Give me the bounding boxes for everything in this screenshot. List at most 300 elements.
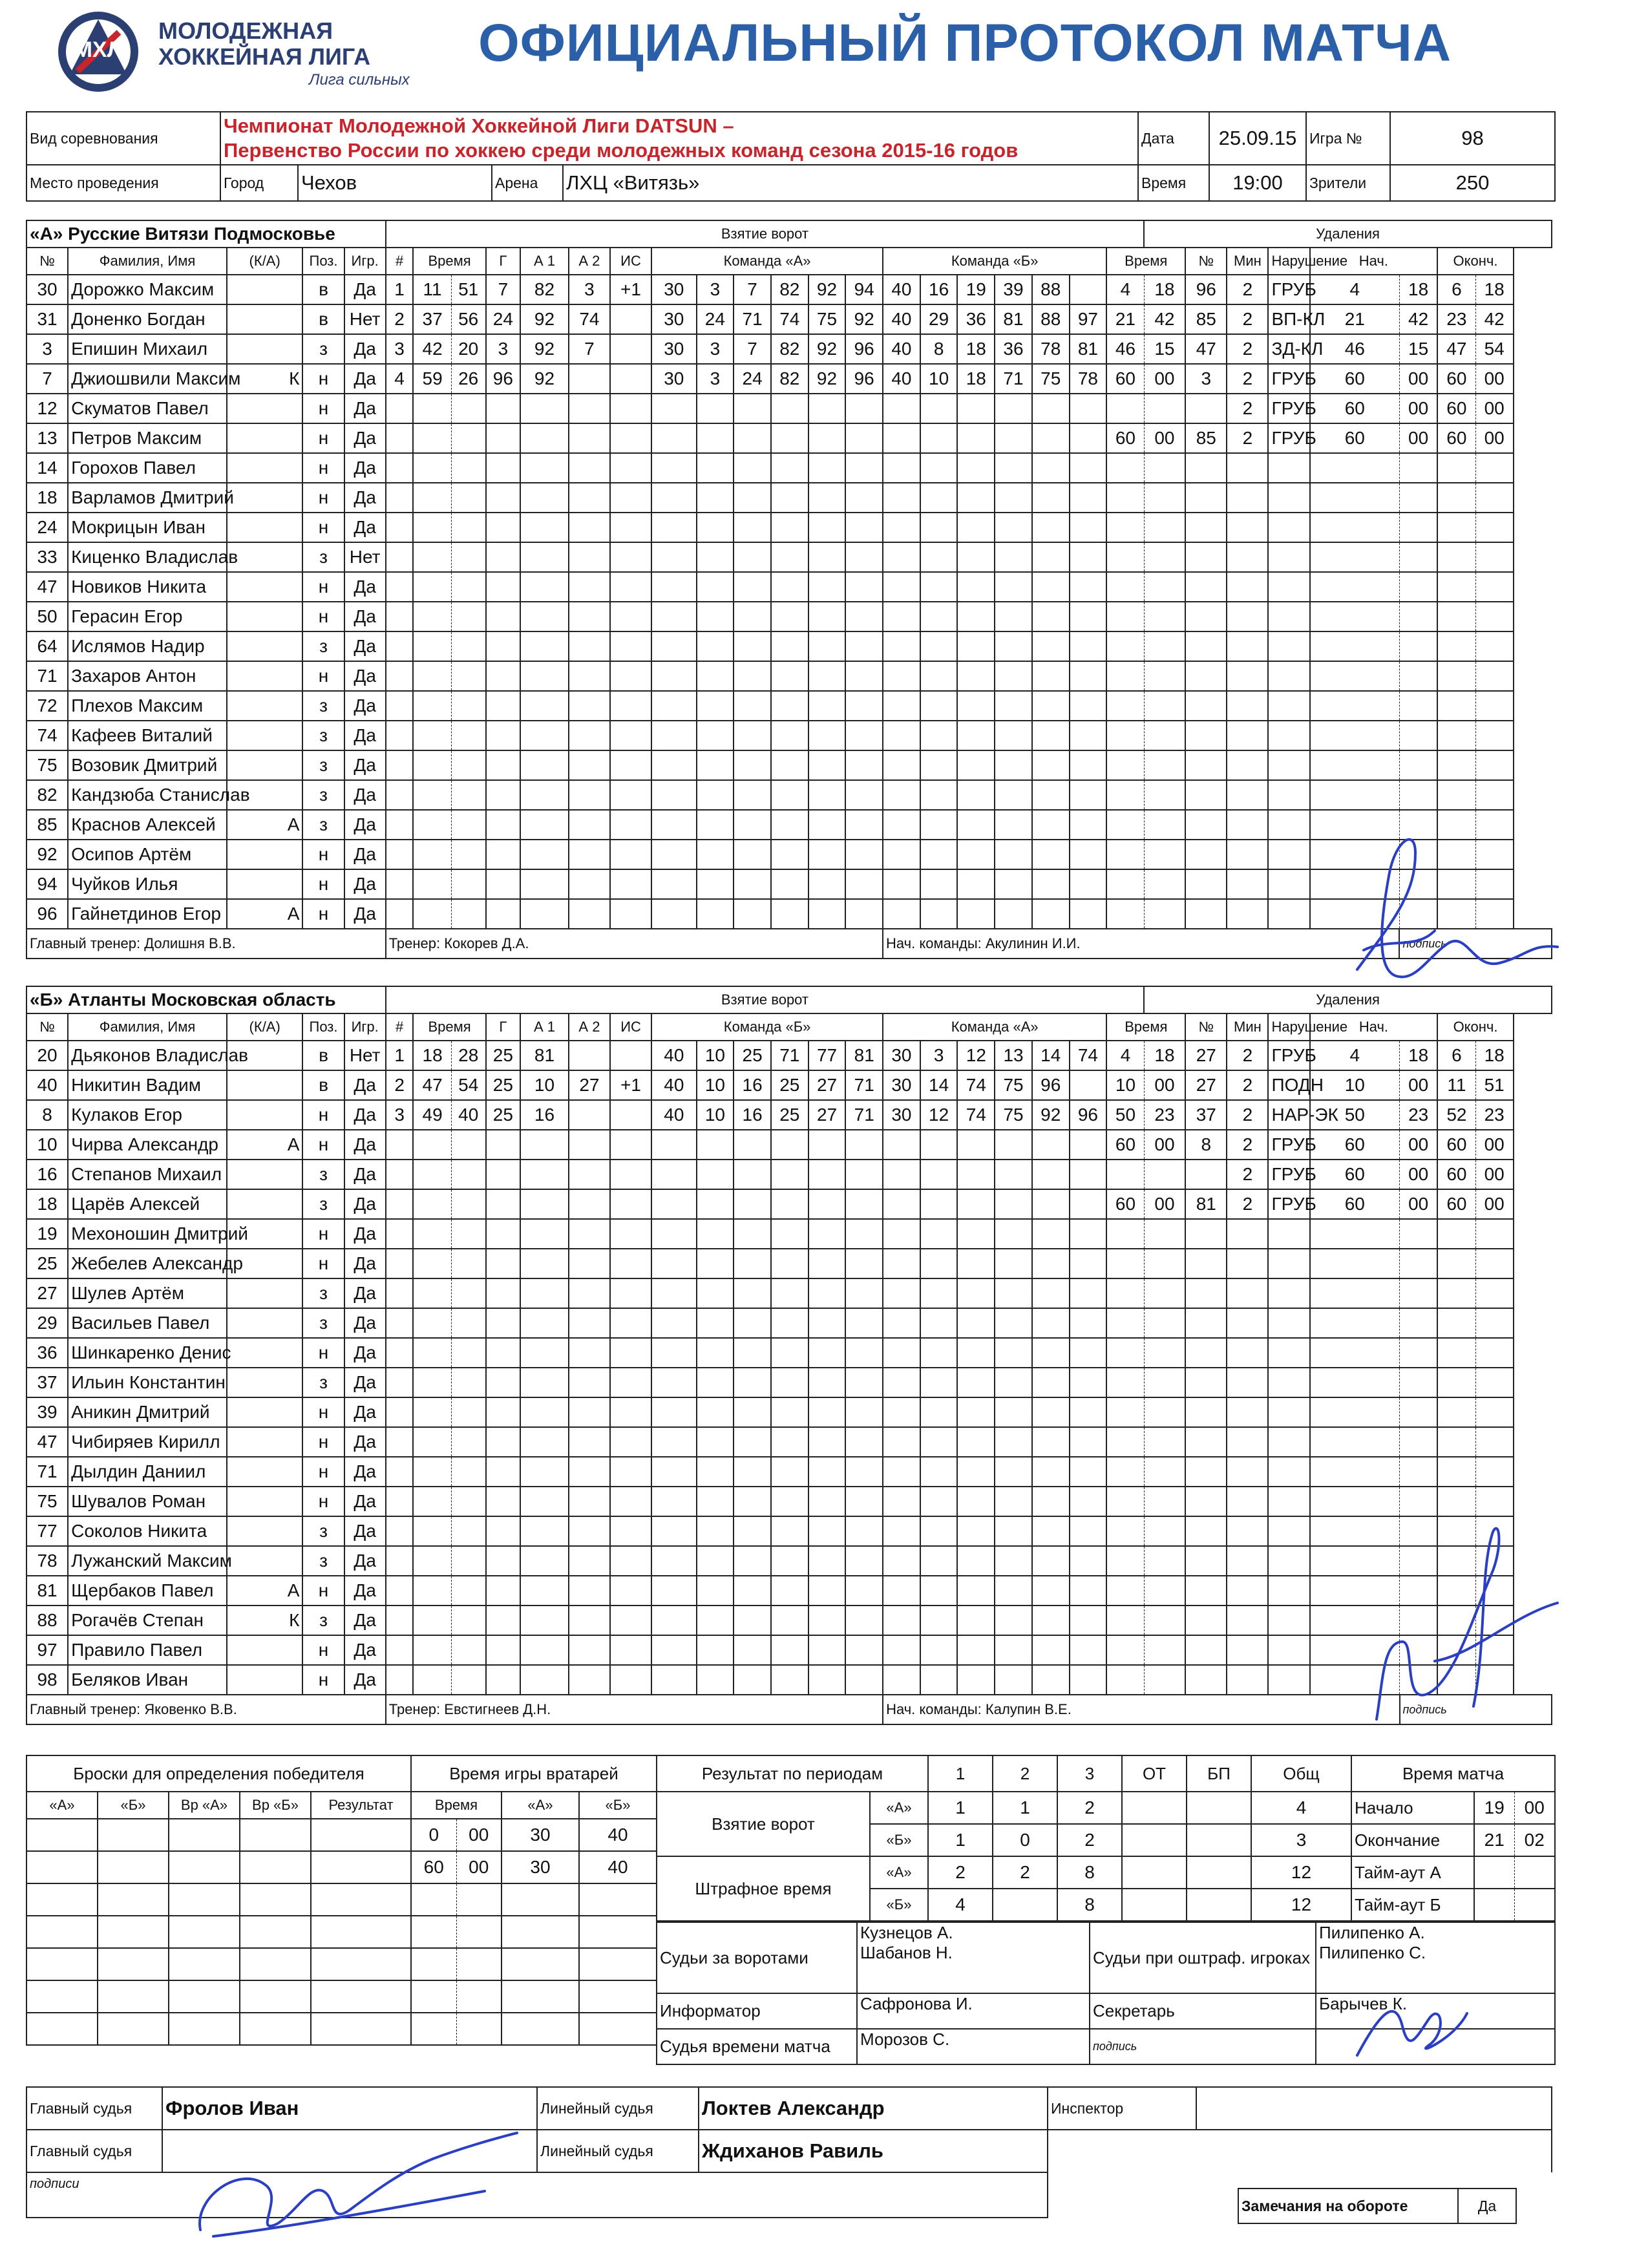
goal-opp-onice [920, 869, 958, 899]
col-header: Фамилия, Имя [68, 1013, 227, 1041]
goal-own-onice [651, 1397, 696, 1427]
goal-opp-onice [1070, 1606, 1107, 1635]
team_b-table [26, 986, 1552, 1725]
goal-own-onice [651, 1249, 696, 1278]
goal-opp-onice [1070, 1457, 1107, 1487]
pen-start-min: 60 [1310, 1189, 1400, 1219]
col-header-ptime: Время [1106, 1013, 1185, 1041]
goal-opp-onice [1032, 661, 1070, 691]
goal-scorer: 7 [486, 275, 520, 304]
goal-own-onice: 30 [651, 304, 696, 334]
player-name: Жебелев Александр [68, 1249, 227, 1278]
pen-minute [1106, 750, 1144, 780]
player-role [227, 602, 303, 631]
goal-number [386, 1546, 414, 1576]
pen-start-min [1310, 1308, 1400, 1338]
goal-own-onice [651, 513, 696, 542]
goal-own-onice: 92 [808, 275, 846, 304]
game-number: 98 [1390, 112, 1555, 165]
goal-own-onice [651, 453, 696, 483]
goal-assist2 [569, 780, 610, 810]
gk-min: 0 [411, 1819, 456, 1851]
goal-scorer [486, 1368, 520, 1397]
col-header-gtime: Время [413, 248, 485, 275]
player-row [26, 1160, 1552, 1189]
shootout-cell [26, 1948, 98, 1980]
goal-assist2 [569, 1397, 610, 1427]
goal-minute [413, 1457, 451, 1487]
player-number: 47 [26, 1427, 68, 1457]
match-time-table [1351, 1755, 1556, 1922]
pen-start-sec [1399, 691, 1437, 721]
col-header-gnum: # [386, 1013, 414, 1041]
goal-own-onice [771, 691, 808, 721]
goal-own-onice [845, 1546, 883, 1576]
linesman1-label: Линейный судья [537, 2087, 699, 2130]
team-title: «А» Русские Витязи Подмосковье [26, 220, 386, 248]
gk-row [411, 1819, 657, 1851]
city-value: Чехов [298, 165, 492, 201]
goal-opp-onice [883, 453, 920, 483]
pen-second [1144, 1576, 1185, 1606]
player-position: з [302, 750, 344, 780]
judge-label: подпись [1090, 2029, 1316, 2064]
pen-minutes [1227, 780, 1268, 810]
player-position: н [302, 869, 344, 899]
goal-own-onice [734, 1427, 771, 1457]
pen-minute [1106, 1427, 1144, 1457]
goal-second [451, 572, 485, 602]
pen-start-sec [1399, 602, 1437, 631]
pen-end-min [1437, 1308, 1475, 1338]
pen-minutes [1227, 1576, 1268, 1606]
goal-own-onice [697, 840, 734, 869]
judge-value: Сафронова И. [857, 1993, 1090, 2029]
player-row [26, 1665, 1552, 1695]
goal-opp-onice [920, 1189, 958, 1219]
pen-player [1185, 750, 1227, 780]
goal-own-onice [845, 899, 883, 929]
player-row [26, 780, 1552, 810]
pen-start-min [1310, 1249, 1400, 1278]
goal-opp-onice [1070, 661, 1107, 691]
player-number: 50 [26, 602, 68, 631]
goal-opp-onice [920, 1397, 958, 1427]
player-name: Кулаков Егор [68, 1100, 227, 1130]
logo-line2: ХОККЕЙНАЯ ЛИГА [158, 43, 371, 70]
goal-minute [413, 483, 451, 513]
goal-number [386, 1130, 414, 1160]
gk-header-row [411, 1792, 657, 1819]
pen-end-sec: 42 [1475, 304, 1514, 334]
pen-start-min [1310, 780, 1400, 810]
gk-sec [456, 1948, 502, 1980]
player-row [26, 1368, 1552, 1397]
goal-own-onice [771, 840, 808, 869]
goals-title: Взятие ворот [386, 986, 1144, 1013]
shootout-cell [26, 1980, 98, 2013]
goal-opp-onice [1032, 453, 1070, 483]
player-number: 85 [26, 810, 68, 840]
period-value [993, 1889, 1057, 1921]
goal-scorer: 25 [486, 1041, 520, 1070]
goal-own-onice: 16 [734, 1100, 771, 1130]
goal-opp-onice: 30 [883, 1100, 920, 1130]
sign-label: подпись [1400, 1695, 1552, 1724]
player-number: 75 [26, 1487, 68, 1516]
goal-situation [610, 899, 651, 929]
remarks-value: Да [1458, 2189, 1516, 2223]
goal-own-onice [845, 631, 883, 661]
goal-assist1 [520, 1606, 569, 1635]
ref1-value: Фролов Иван [162, 2087, 537, 2130]
goal-opp-onice [995, 483, 1032, 513]
goal-own-onice [697, 631, 734, 661]
pen-second: 00 [1144, 1130, 1185, 1160]
player-name: Горохов Павел [68, 453, 227, 483]
goal-own-onice [845, 1368, 883, 1397]
goal-opp-onice [995, 780, 1032, 810]
pen-second [1144, 1516, 1185, 1546]
goal-own-onice [734, 1249, 771, 1278]
goal-opp-onice [957, 750, 995, 780]
pen-start-min: 60 [1310, 423, 1400, 453]
pen-violation: ГРУБ [1268, 394, 1309, 423]
goal-number [386, 1189, 414, 1219]
player-name: Васильев Павел [68, 1308, 227, 1338]
pen-second [1144, 1160, 1185, 1189]
pen-start-min: 4 [1310, 1041, 1400, 1070]
goal-scorer [486, 1219, 520, 1249]
pen-end-min [1437, 453, 1475, 483]
goal-own-onice [734, 1457, 771, 1487]
goal-assist2: 7 [569, 334, 610, 364]
pen-violation [1268, 1457, 1309, 1487]
pen-start-sec: 42 [1399, 304, 1437, 334]
pen-player [1185, 542, 1227, 572]
goal-assist2: 3 [569, 275, 610, 304]
goal-opp-onice [1070, 275, 1107, 304]
goal-opp-onice: 96 [1070, 1100, 1107, 1130]
goal-own-onice [771, 572, 808, 602]
player-row [26, 453, 1552, 483]
goal-number [386, 1516, 414, 1546]
col-header: Мин [1227, 248, 1268, 275]
goal-minute: 18 [413, 1041, 451, 1070]
player-played: Да [344, 1516, 386, 1546]
goal-opp-onice: 36 [995, 334, 1032, 364]
player-played: Да [344, 1546, 386, 1576]
goal-own-onice [808, 1487, 846, 1516]
goal-own-onice [808, 1397, 846, 1427]
goal-assist2 [569, 572, 610, 602]
shootout-title: Броски для определения победителя [26, 1755, 411, 1792]
player-position: з [302, 1546, 344, 1576]
pen-player [1185, 869, 1227, 899]
goal-opp-onice [957, 572, 995, 602]
goal-own-onice [734, 1606, 771, 1635]
pen-start-sec [1399, 780, 1437, 810]
match-info-table [26, 111, 1556, 202]
goal-assist1 [520, 483, 569, 513]
goal-own-onice [808, 780, 846, 810]
goal-own-onice [808, 1338, 846, 1368]
goal-own-onice [808, 1130, 846, 1160]
goal-opp-onice [957, 453, 995, 483]
pen-start-min: 60 [1310, 1160, 1400, 1189]
goal-opp-onice [1070, 572, 1107, 602]
goal-situation [610, 513, 651, 542]
gk-min: 60 [411, 1851, 456, 1883]
goal-second [451, 1338, 485, 1368]
pen-minute: 21 [1106, 304, 1144, 334]
pen-second [1144, 1635, 1185, 1665]
player-played: Да [344, 1100, 386, 1130]
date-label: Дата [1138, 112, 1209, 165]
player-row [26, 513, 1552, 542]
pen-player [1185, 1160, 1227, 1189]
goal-number: 2 [386, 304, 414, 334]
player-number: 39 [26, 1397, 68, 1427]
player-row [26, 602, 1552, 631]
goal-scorer [486, 1130, 520, 1160]
pen-second [1144, 899, 1185, 929]
player-role [227, 691, 303, 721]
period-value: 8 [1057, 1856, 1122, 1889]
goal-opp-onice [920, 899, 958, 929]
goal-second [451, 869, 485, 899]
goal-minute [413, 602, 451, 631]
period-value: 12 [1251, 1889, 1351, 1921]
goal-scorer [486, 840, 520, 869]
goal-assist2 [569, 1160, 610, 1189]
player-number: 19 [26, 1219, 68, 1249]
pen-minutes [1227, 1397, 1268, 1427]
goal-own-onice [697, 1665, 734, 1695]
goal-situation [610, 661, 651, 691]
goal-assist1 [520, 1516, 569, 1546]
goal-opp-onice [920, 1130, 958, 1160]
goal-opp-onice [1032, 631, 1070, 661]
goal-opp-onice [920, 1576, 958, 1606]
shootout-header-row [26, 1792, 411, 1819]
goal-assist2 [569, 394, 610, 423]
pen-violation [1268, 1546, 1309, 1576]
pen-violation [1268, 1665, 1309, 1695]
pen-minute [1106, 1219, 1144, 1249]
goal-opp-onice [920, 542, 958, 572]
goal-number [386, 1635, 414, 1665]
goal-situation [610, 1487, 651, 1516]
goal-second [451, 1635, 485, 1665]
pen-end-sec: 00 [1475, 364, 1514, 394]
shootout-cell [98, 1883, 169, 1916]
shootout-cell [98, 1819, 169, 1851]
goal-minute [413, 1397, 451, 1427]
goal-own-onice: 82 [771, 334, 808, 364]
goal-minute [413, 780, 451, 810]
player-name: Правило Павел [68, 1635, 227, 1665]
goal-own-onice [697, 691, 734, 721]
goal-own-onice [771, 899, 808, 929]
pen-end-min: 60 [1437, 394, 1475, 423]
goal-own-onice [808, 1576, 846, 1606]
remarks-label: Замечания на обороте [1238, 2189, 1458, 2223]
goal-opp-onice [957, 1219, 995, 1249]
goal-opp-onice [957, 1308, 995, 1338]
goal-opp-onice [995, 1219, 1032, 1249]
pen-violation: ГРУБ [1268, 1130, 1309, 1160]
goal-situation [610, 1576, 651, 1606]
player-position: н [302, 1457, 344, 1487]
goal-scorer [486, 810, 520, 840]
pen-violation: ВП-КЛ [1268, 304, 1309, 334]
goal-opp-onice: 30 [883, 1041, 920, 1070]
goal-situation [610, 1338, 651, 1368]
player-played: Да [344, 1249, 386, 1278]
pen-minute [1106, 483, 1144, 513]
goal-opp-onice [1032, 1397, 1070, 1427]
goal-assist2 [569, 1219, 610, 1249]
goal-opp-onice [883, 869, 920, 899]
head-coach: Главный тренер: Долишня В.В. [26, 929, 386, 959]
pen-start-min [1310, 750, 1400, 780]
pen-end-min [1437, 1368, 1475, 1397]
goal-own-onice [697, 780, 734, 810]
goal-own-onice [808, 661, 846, 691]
goal-own-onice [808, 1665, 846, 1695]
goal-second [451, 453, 485, 483]
goal-assist1 [520, 721, 569, 750]
goal-number [386, 423, 414, 453]
pen-minute [1106, 1308, 1144, 1338]
goal-own-onice: 40 [651, 1041, 696, 1070]
player-number: 12 [26, 394, 68, 423]
goal-opp-onice [883, 1516, 920, 1546]
player-role [227, 453, 303, 483]
goal-own-onice [771, 1130, 808, 1160]
goal-own-onice: 96 [845, 334, 883, 364]
pen-violation: ГРУБ [1268, 1160, 1309, 1189]
goal-opp-onice: 78 [1032, 334, 1070, 364]
shootout-cell [98, 1851, 169, 1883]
goal-number: 4 [386, 364, 414, 394]
pen-start-sec [1399, 661, 1437, 691]
goal-situation [610, 1249, 651, 1278]
goal-opp-onice [1070, 394, 1107, 423]
shootout-cell [169, 2013, 240, 2045]
shootout-cell [311, 1916, 411, 1948]
goal-own-onice: 10 [697, 1041, 734, 1070]
pen-end-sec [1475, 1278, 1514, 1308]
goal-own-onice [651, 899, 696, 929]
goal-assist1 [520, 542, 569, 572]
goal-own-onice: 10 [697, 1100, 734, 1130]
pen-player [1185, 1487, 1227, 1516]
goal-opp-onice [1032, 1160, 1070, 1189]
player-role [227, 1278, 303, 1308]
player-name: Осипов Артём [68, 840, 227, 869]
goal-assist2 [569, 899, 610, 929]
goal-opp-onice [995, 1338, 1032, 1368]
goal-own-onice [845, 1576, 883, 1606]
pen-second [1144, 513, 1185, 542]
player-name: Мокрицын Иван [68, 513, 227, 542]
player-number: 81 [26, 1576, 68, 1606]
goal-minute [413, 721, 451, 750]
goal-opp-onice [957, 542, 995, 572]
goal-scorer [486, 1665, 520, 1695]
goal-opp-onice [995, 1546, 1032, 1576]
goal-situation [610, 304, 651, 334]
player-row [26, 304, 1552, 334]
goal-assist1 [520, 780, 569, 810]
pen-minutes [1227, 1338, 1268, 1368]
period-team-tag: «А» [870, 1856, 928, 1889]
col-header-pend: Оконч. [1437, 248, 1514, 275]
goal-own-onice [845, 691, 883, 721]
goal-opp-onice [920, 1516, 958, 1546]
col-header: Фамилия, Имя [68, 248, 227, 275]
player-row [26, 1516, 1552, 1546]
goal-opp-onice [995, 1278, 1032, 1308]
goal-opp-onice [1032, 1457, 1070, 1487]
shootout-cell [240, 1883, 311, 1916]
pen-player [1185, 1546, 1227, 1576]
goal-own-onice [734, 542, 771, 572]
player-role [227, 1665, 303, 1695]
pen-violation: ГРУБ [1268, 364, 1309, 394]
goal-own-onice: 40 [651, 1070, 696, 1100]
pen-player [1185, 1338, 1227, 1368]
goal-number: 3 [386, 334, 414, 364]
pen-second [1144, 1308, 1185, 1338]
goal-situation [610, 334, 651, 364]
pen-end-min: 6 [1437, 275, 1475, 304]
goal-situation [610, 602, 651, 631]
player-position: н [302, 572, 344, 602]
period-row [657, 1792, 1351, 1824]
col-header-own-team: Команда «Б» [651, 1013, 883, 1041]
period-row [657, 1856, 1351, 1889]
goal-opp-onice [1032, 1635, 1070, 1665]
goal-assist1 [520, 631, 569, 661]
goal-opp-onice [1032, 542, 1070, 572]
goal-opp-onice [883, 1338, 920, 1368]
player-role: А [227, 1130, 303, 1160]
pen-second [1144, 750, 1185, 780]
goal-own-onice: 30 [651, 334, 696, 364]
goal-scorer [486, 1516, 520, 1546]
gk-a: 30 [502, 1851, 579, 1883]
goal-opp-onice [957, 661, 995, 691]
player-number: 94 [26, 869, 68, 899]
goal-own-onice [845, 1278, 883, 1308]
goal-opp-onice [995, 1576, 1032, 1606]
pen-end-min [1437, 1219, 1475, 1249]
player-row [26, 1308, 1552, 1338]
goal-scorer [486, 721, 520, 750]
goal-scorer [486, 780, 520, 810]
pen-end-min [1437, 750, 1475, 780]
goal-own-onice [771, 1546, 808, 1576]
gk-sec [456, 1980, 502, 2013]
goal-opp-onice: 14 [1032, 1041, 1070, 1070]
goal-number [386, 1457, 414, 1487]
pen-end-sec [1475, 1249, 1514, 1278]
goal-opp-onice [920, 513, 958, 542]
goal-own-onice [651, 1308, 696, 1338]
